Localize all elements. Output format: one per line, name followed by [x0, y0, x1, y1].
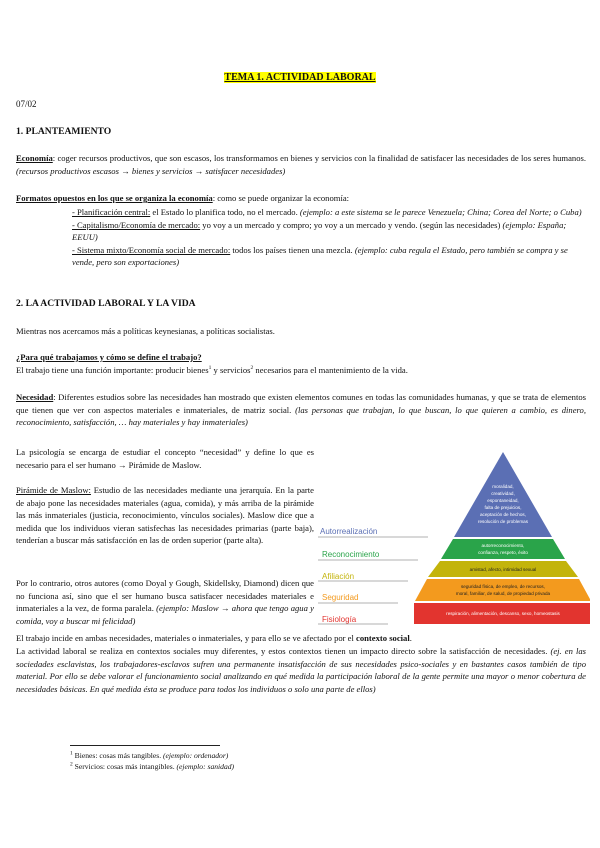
section-1-heading: 1. PLANTEAMIENTO [16, 126, 112, 137]
economia-definition: : coger recursos productivos, que son escasos, los transformamos en bienes y servicios con la finalidad de satisfacer las necesidades de los seres humanos. [52, 153, 586, 163]
list-item: - Sistema mixto/Economía social de mercado: todos los países tienen una mezcla. (ejemplo: cuba regula el Estado, pero también se compra y se vende, pero son exportaciones) [72, 244, 568, 268]
formatos-definition: : como se puede organizar la economía: [212, 193, 350, 203]
svg-text:falta de prejuicios,: falta de prejuicios, [484, 505, 522, 510]
pyramid-tier-seguridad [415, 579, 590, 601]
pyramid-tier-reconocimiento [441, 539, 565, 559]
list-item: - Capitalismo/Economía de mercado: yo voy a un mercado y compro; yo voy a un mercado y vendo. (según las necesidades) (ejemplo: España; EEUU) [72, 219, 567, 243]
svg-text:respiración, alimentación, des: respiración, alimentación, descanso, sexo, homeostasis [446, 611, 560, 616]
formatos-list [72, 206, 586, 269]
trabajo-paragraph: El trabajo tiene una función importante: producir bienes$^1$ y servicios$^2$ necesarios para el mantenimiento de la vida. [16, 365, 408, 375]
document-title [0, 72, 600, 83]
intro-paragraph: Mientras nos acercamos más a políticas keynesianas, a políticas socialistas. [16, 326, 275, 336]
tier-text-fisiologia [446, 611, 560, 616]
svg-text:amistad, afecto, intimidad sex: amistad, afecto, intimidad sexual [469, 567, 537, 572]
piramide-paragraph: Pirámide de Maslow: Estudio de las necesidades mediante una jerarquía. En la parte de abajo pone las necesidades materiales (agua, comida), y más arriba de la pirámide las más inmateriales (justicia, reconocimiento, vínculos sociales). Maslow dice que a medida que los individuos vieran satisfechas las necesidades primarias (parte baja), tenderían a buscar más satisfacción en las de orden superior (parte alta). [16, 485, 314, 546]
label-fisiologia: Fisiología [322, 615, 357, 624]
footnote-ref-1: 1 [208, 365, 212, 372]
svg-text:aceptación de hechos,: aceptación de hechos, [480, 512, 526, 517]
svg-text:seguridad física, de empleo, d: seguridad física, de empleo, de recursos, [460, 584, 546, 589]
necesidad-term: Necesidad [16, 392, 54, 402]
svg-text:resolución de problemas: resolución de problemas [477, 519, 529, 524]
economia-paragraph [16, 152, 586, 177]
svg-text:moral, familiar, de salud, de: moral, familiar, de salud, de propiedad privada [455, 591, 551, 596]
psicologia-paragraph: La psicología se encarga de estudiar el concepto “necesidad” y define lo que es necesario para el ser humano → Pirámide de Maslow. [16, 447, 314, 470]
necesidad-paragraph: Necesidad: Diferentes estudios sobre las necesidades han mostrado que existen elementos comunes en todas las comunidades humanas, y que se trata de elementos que tienen que ver con aspectos materiales e inmateriales, de matriz social. (las personas que trabajan, lo que buscan, lo que quieren a cambio, es dinero, reconocimiento, satisfacción, … hay materiales y hay inmateriales) [16, 392, 586, 428]
incide-paragraph: El trabajo incide en ambas necesidades, materiales o inmateriales, y para ello se ve afectado por el contexto social. [16, 633, 412, 643]
title-text: TEMA 1. ACTIVIDAD LABORAL [224, 72, 376, 83]
svg-text:autorreconocimiento,: autorreconocimiento, [481, 543, 525, 548]
formatos-paragraph [16, 192, 586, 205]
svg-text:moralidad,: moralidad, [492, 484, 514, 489]
footnote-divider [70, 745, 220, 746]
actividad-paragraph: La actividad laboral se realiza en contextos sociales muy diferentes, y estos contextos tienen un impacto directo sobre la satisfacción de necesidades. (ej. en las sociedades esclavistas, los trabajadores-esclavos sufren una permanente insatisfacción de sus necesidades psico-sociales y en bastantes casos también de tipo material. Por ello se debe valorar el funcionamiento social analizando en qué medida la participación laboral de la gente permite una mayor o menor cobertura de necesidades básicas. En qué medida ésta se produce para todos los individuos o solo una parte de ellos) [16, 646, 587, 694]
date: 07/02 [16, 99, 37, 109]
section-2-heading: 2. LA ACTIVIDAD LABORAL Y LA VIDA [16, 298, 196, 309]
tier-text-afiliacion [470, 567, 537, 572]
economia-term: Economía [16, 153, 53, 163]
economia-note: (recursos productivos escasos → bienes y servicios → satisfacer necesidades) [16, 165, 286, 176]
label-seguridad: Seguridad [322, 593, 359, 602]
contexto-social-term: contexto social [356, 633, 410, 643]
footnote-2: $^2$ Servicios: cosas más intangibles. (ejemplo: sanidad) [70, 761, 235, 771]
label-autorrealizacion: Autorrealización [320, 527, 378, 536]
list-item: - Planificación central: el Estado lo planifica todo, no el mercado. (ejemplo: a este sistema se le parece Venezuela; China; Corea del Norte; o Cuba) [72, 207, 582, 217]
formatos-term: Formatos opuestos en los que se organiza la economía [16, 193, 213, 203]
contrario-paragraph: Por lo contrario, otros autores (como Doyal y Gough, Skidellsky, Diamond) dicen que no funciona así, sino que el ser humano busca satisfacer necesidades materiales e inmateriales a la vez, de forma paralela. (ejemplo: Maslow → ahora que tengo agua y comida, voy a buscar mi felicidad) [16, 578, 314, 626]
footnotes [70, 750, 570, 772]
question-heading: ¿Para qué trabajamos y cómo se define el trabajo? [16, 352, 202, 362]
label-reconocimiento: Reconocimiento [322, 550, 380, 559]
footnote-ref-2: 2 [250, 365, 254, 372]
label-afiliacion: Afiliación [322, 572, 355, 581]
maslow-pyramid [318, 446, 590, 630]
svg-text:confianza, respeto, éxito: confianza, respeto, éxito [478, 550, 528, 555]
svg-text:creatividad,: creatividad, [491, 491, 515, 496]
piramide-term: Pirámide de Maslow: [16, 485, 91, 495]
footnote-1: $^1$ Bienes: cosas más tangibles. (ejemplo: ordenador) [70, 750, 229, 760]
svg-text:espontaneidad,: espontaneidad, [487, 498, 519, 503]
